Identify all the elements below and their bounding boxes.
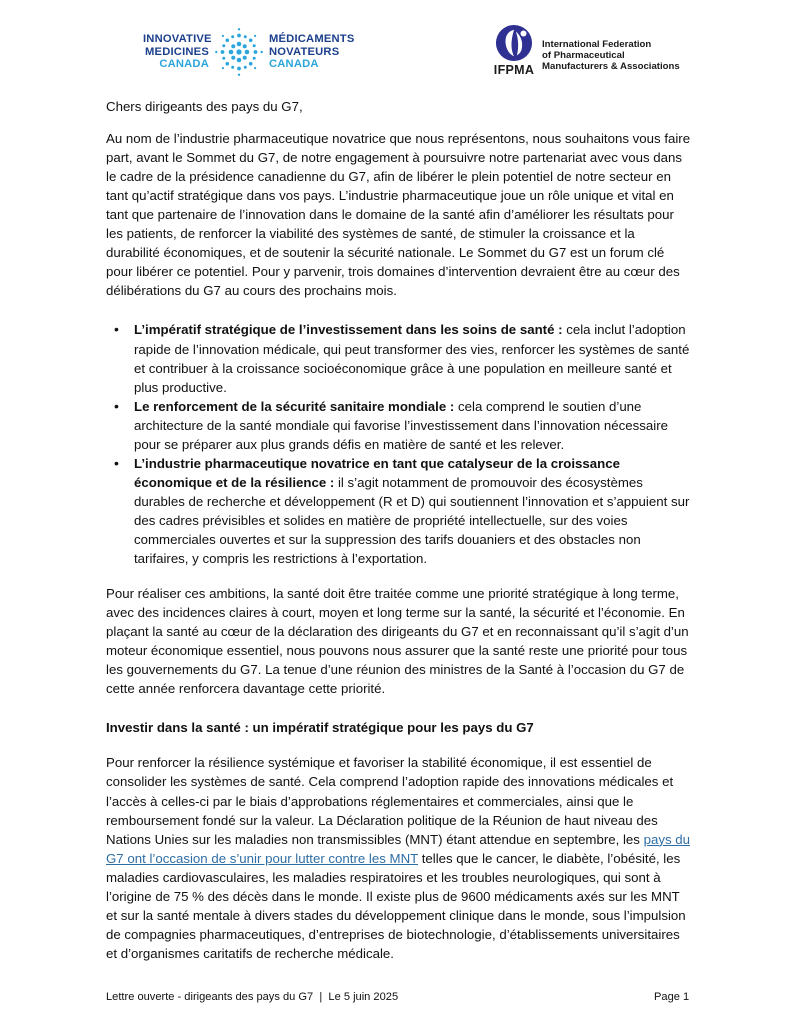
g7-ncd-link[interactable]: pays du G7 ont l’occasion de s’unir pour lutter contre les MNT [106,831,691,866]
ifpma-full-name [542,39,680,73]
imc-logo-line: INNOVATIVE [143,33,212,46]
intro-paragraph: Au nom de l’industrie pharmaceutique novatrice que nous représentons, nous souhaitons vous faire part, avant le Sommet du G7, de notre engagement à poursuivre notre partenariat avec vous dans le cadre de la présidence canadienne du G7, afin de libérer le plein potentiel de notre secteur en tant qu’actif stratégique dans vos pays. L’industrie pharmaceutique joue un rôle unique et vital en tant que partenaire de l’innovation dans le domaine de la santé afin d’améliorer les résultats pour les patients, de renforcer la viabilité des systèmes de santé, de stimuler la croissance et la durabilité économiques, et de soutenir la sécurité nationale. Le Sommet du G7 est un forum clé pour libérer ce potentiel. Pour y parvenir, trois domaines d’intervention devraient être au cœur des délibérations du G7 au cours des prochains mois. [106,131,691,299]
letter-body [106,97,692,963]
ifpma-abbreviation: IFPMA [493,63,535,77]
ifpma-mark [492,24,536,77]
imc-logo-line: CANADA [159,58,209,71]
list-item [134,454,692,568]
imc-logo-line: MÉDICAMENTS [269,33,355,46]
imc-logo-english [143,33,212,71]
ifpma-name-line: International Federation [542,39,652,50]
page-number: Page 1 [654,991,690,1003]
imc-logo-french [269,33,363,70]
imc-logo [143,26,363,78]
footer-title: Lettre ouverte - dirigeants des pays du G7 | Le 5 juin 2025 [106,991,399,1003]
imc-logo-line: NOVATEURS [269,45,340,58]
section-paragraph [106,753,692,963]
section-text: Pour renforcer la résilience systémique et favoriser la stabilité économique, il est essentiel de consolider les systèmes de santé. Cela comprend l’adoption rapide des innovations médicales et l’accès à celles-ci par le biais d’approbations réglementaires et commerciales, ainsi que le remboursement fondé sur la valeur. La Déclaration politique de la Réunion de haut niveau des Nations Unies sur les maladies non transmissibles (MNT) étant attendue en septembre, les [106,755,674,847]
list-item [134,397,692,454]
list-item-title: L’industrie pharmaceutique novatrice en tant que catalyseur de la croissance économique et de la résilience : [134,455,620,490]
list-item-title: Le renforcement de la sécurité sanitaire mondiale : [134,398,455,414]
list-item-text: cela inclut l’adoption rapide de l’innovation médicale, qui peut transformer des vies, renforcer les systèmes de santé et contribuer à la croissance socioéconomique grâce à une population en meilleure santé et plus productive. [134,322,690,395]
ambitions-paragraph: Pour réaliser ces ambitions, la santé doit être traitée comme une priorité stratégique à long terme, avec des incidences claires à court, moyen et long terme sur la santé, la sécurité et l’économie. En plaçant la santé au cœur de la déclaration des dirigeants du G7 et en reconnaissant qu’il s’agit d’un moteur économique essentiel, nous pouvons nous assurer que la santé reste une priorité pour tous les gouvernements du G7. La tenue d’une réunion des ministres de la Santé à l’occasion du G7 de cette année renforcera davantage cette priorité. [106,586,689,697]
section-text: telles que le cancer, le diabète, l’obésité, les maladies cardiovasculaires, les maladies respiratoires et les troubles neurologiques, qui sont à l’origine de 75 % des décès dans le monde. Il existe plus de 9600 médicaments axés sur les MNT et sur la santé mentale à divers stades du développement clinique dans le monde, sous l’impulsion de compagnies pharmaceutiques, d’entreprises de biotechnologie, d’établissements universitaires et d’organismes caritatifs de recherche médicale. [106,850,686,961]
ifpma-logo [492,24,680,76]
list-item-title: L’impératif stratégique de l’investissement dans les soins de santé : [134,322,563,338]
imc-logo-line: MEDICINES [145,45,209,58]
list-item-text: il s’agit notamment de promouvoir des écosystèmes durables de recherche et développement (R et D) qui soutiennent l’innovation et s’appuient sur des cadres prévisibles et solides en matière de propriété intellectuelle, sur des voies commerciales ouvertes et sur la suppression des tarifs douaniers et des obstacles non tarifaires, y compris les restrictions à l’exportation. [134,474,690,567]
list-item [134,320,692,396]
section-heading: Investir dans la santé : un impératif stratégique pour les pays du G7 [106,720,534,736]
imc-logo-line: CANADA [269,58,319,71]
ifpma-name-line: of Pharmaceutical [542,50,625,62]
ifpma-name-line: Manufacturers & Associations [542,61,680,73]
priority-list [106,320,692,568]
salutation: Chers dirigeants des pays du G7, [106,99,303,114]
imc-starburst-icon [214,27,264,77]
list-item-text: cela comprend le soutien d’une architecture de la santé mondiale qui favorise l’investissement dans l’innovation nécessaire pour se préparer aux plus grands défis en matière de santé et les relever. [134,398,668,452]
ifpma-emblem-icon [495,24,533,62]
